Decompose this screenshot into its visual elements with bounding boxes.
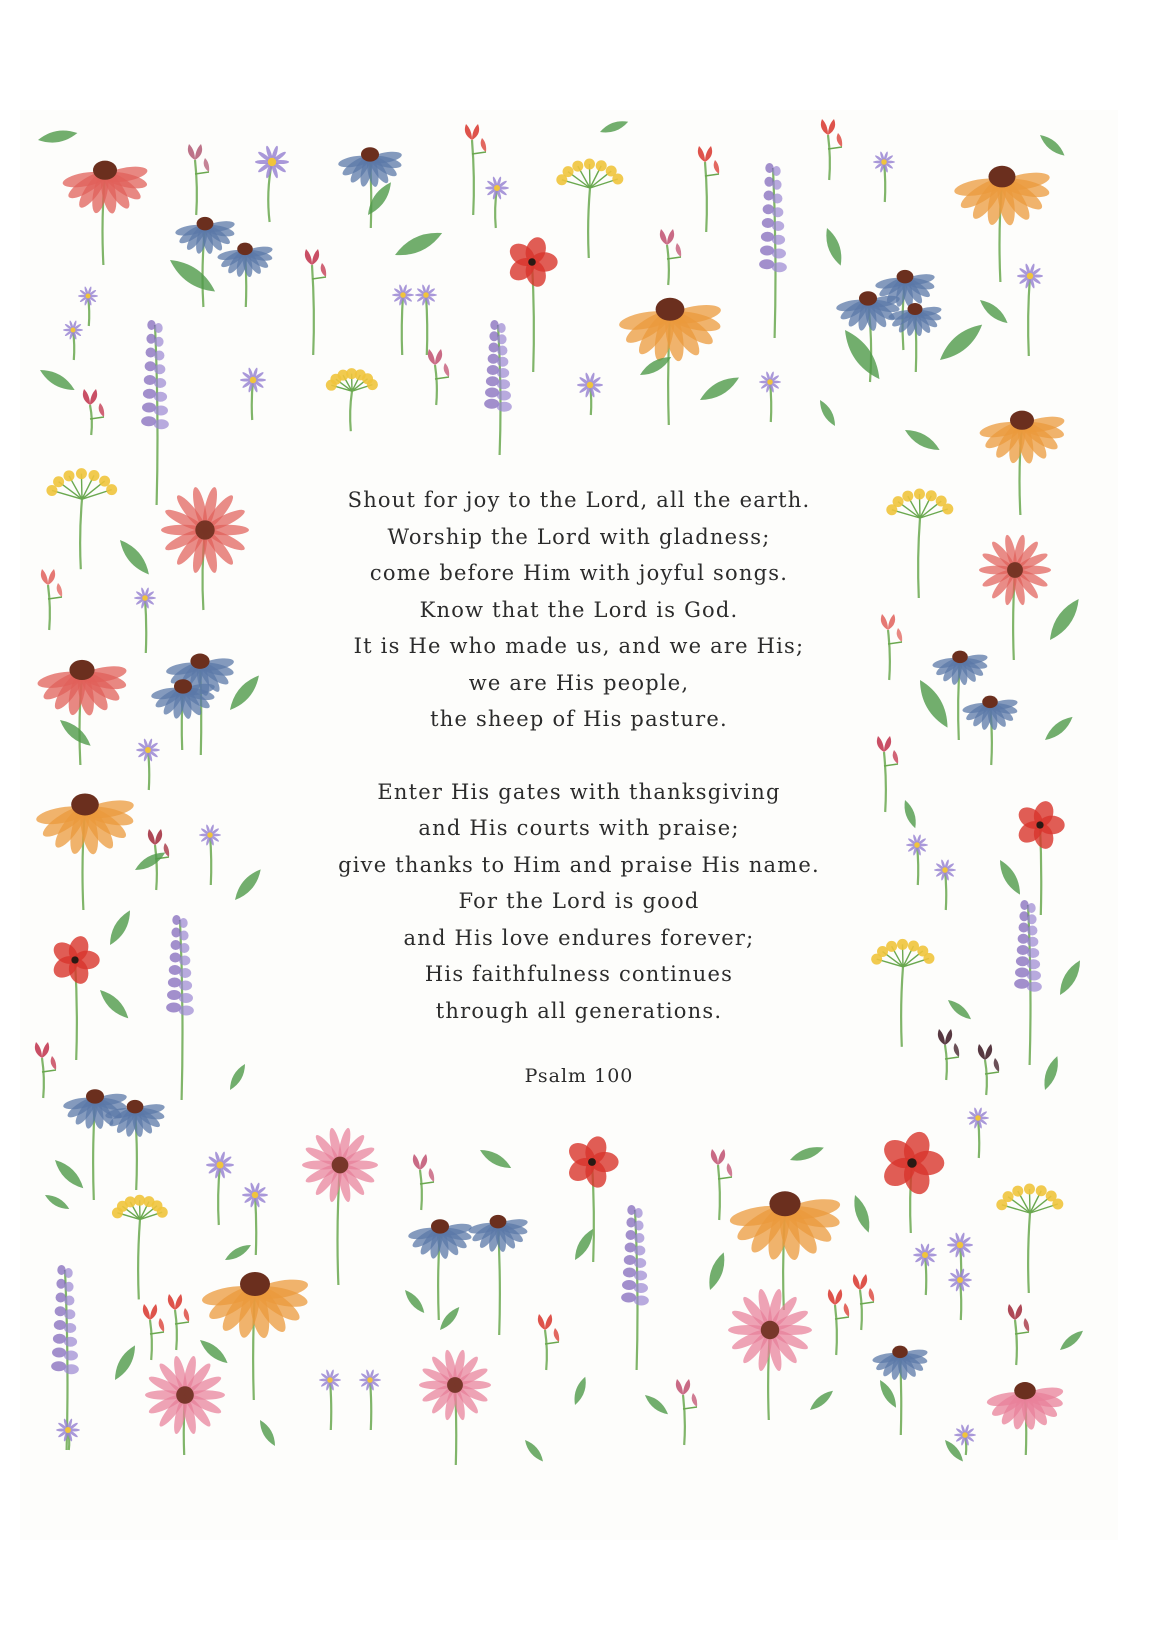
verse-line: come before Him with joyful songs.: [369, 561, 789, 585]
leaf: [96, 986, 132, 1022]
leaf: [913, 676, 954, 731]
lavender: [166, 915, 194, 1100]
bud: [83, 389, 104, 435]
bud: [660, 229, 681, 285]
verse-line: His faithfulness continues: [424, 962, 734, 986]
leaf: [223, 1241, 253, 1263]
leaf: [977, 296, 1011, 327]
aster: [913, 1243, 937, 1295]
aster: [242, 1182, 268, 1255]
leaf: [1040, 1054, 1062, 1091]
bud: [143, 1304, 164, 1360]
leaf: [256, 1418, 278, 1448]
leaf: [822, 226, 846, 267]
aster: [134, 587, 156, 653]
lavender: [141, 320, 169, 505]
leaf: [902, 425, 942, 455]
leaf: [110, 1343, 140, 1383]
daisy: [302, 1127, 378, 1285]
verse-line: Enter His gates with thanksgiving: [377, 779, 781, 804]
leaf: [43, 1192, 71, 1213]
poppy: [506, 235, 558, 372]
bud: [428, 349, 449, 405]
aster: [78, 286, 98, 326]
aster: [319, 1369, 341, 1430]
aster: [240, 367, 266, 420]
aster: [577, 372, 603, 415]
leaf: [945, 997, 973, 1023]
bud: [188, 144, 209, 215]
tansy: [996, 1184, 1063, 1293]
tansy: [871, 939, 934, 1047]
coneflower: [986, 1382, 1064, 1455]
leaf: [850, 1193, 874, 1234]
stanza-1: [290, 482, 868, 738]
leaf: [51, 1156, 87, 1192]
aster: [392, 284, 414, 355]
coneflower: [36, 660, 127, 765]
leaf: [838, 325, 886, 384]
aster: [415, 284, 437, 355]
leaf: [37, 128, 78, 146]
coneflower: [337, 147, 402, 228]
leaf: [571, 1375, 589, 1406]
coneflower: [105, 1100, 166, 1190]
verse-line: through all generations.: [435, 998, 723, 1023]
poppy: [879, 1128, 945, 1233]
citation: Psalm 100: [524, 1065, 634, 1087]
verse-line: Shout for joy to the Lord, all the earth.: [347, 488, 811, 512]
aster: [906, 834, 928, 885]
coneflower: [888, 303, 942, 372]
poppy: [565, 1134, 619, 1262]
aster: [948, 1268, 972, 1320]
daisy: [979, 534, 1051, 660]
leaf: [901, 799, 919, 830]
leaf: [705, 1250, 729, 1291]
leaf: [1037, 132, 1067, 159]
aster: [359, 1369, 381, 1430]
coneflower: [150, 679, 215, 750]
verse-line: we are His people,: [468, 670, 690, 695]
verse-line: give thanks to Him and praise His name.: [338, 852, 820, 877]
leaf: [1044, 595, 1084, 644]
bud: [828, 1289, 849, 1355]
leaf: [876, 1378, 900, 1410]
coneflower: [468, 1215, 529, 1335]
aster: [1017, 263, 1043, 356]
lavender: [621, 1205, 649, 1370]
poppy: [50, 934, 100, 1060]
aster: [199, 824, 221, 885]
leaf: [56, 716, 94, 750]
aster: [759, 371, 781, 422]
verse-line: Worship the Lord with gladness;: [387, 524, 771, 549]
verse-line: and His love endures forever;: [403, 925, 755, 950]
bud: [821, 119, 842, 180]
leaf: [437, 1304, 463, 1332]
leaf: [115, 536, 154, 579]
aster: [206, 1151, 234, 1225]
leaf: [807, 1387, 835, 1413]
leaf: [1042, 713, 1076, 744]
bud: [711, 1149, 732, 1220]
lavender: [759, 163, 787, 338]
leaf: [642, 1392, 670, 1418]
leaf: [105, 908, 135, 948]
verse-line: It is He who made us, and we are His;: [353, 634, 805, 658]
verse-line: For the Lord is good: [458, 889, 700, 913]
leaf: [599, 118, 630, 136]
leaf: [1055, 958, 1085, 998]
tansy: [326, 368, 378, 431]
leaf: [816, 398, 838, 428]
bud: [465, 124, 486, 215]
aster: [967, 1107, 989, 1158]
tansy: [556, 159, 623, 258]
leaf: [1057, 1327, 1085, 1353]
bud: [35, 1042, 56, 1098]
leaf: [392, 226, 445, 261]
aster: [873, 151, 895, 202]
leaf: [226, 1062, 248, 1092]
leaf: [697, 372, 742, 405]
leaf: [788, 1143, 825, 1165]
bud: [853, 1274, 874, 1330]
bud: [978, 1044, 999, 1095]
daisy: [419, 1349, 491, 1465]
poppy: [1015, 799, 1065, 915]
lavender: [484, 320, 512, 455]
leaf: [166, 254, 220, 298]
leaf: [995, 857, 1025, 897]
bud: [305, 249, 326, 355]
leaf: [522, 1437, 546, 1463]
coneflower: [61, 161, 148, 265]
leaf: [363, 179, 395, 218]
leaf: [197, 1336, 231, 1367]
aster: [136, 738, 160, 790]
bud: [1008, 1304, 1029, 1365]
aster: [485, 176, 509, 228]
leaf: [37, 365, 77, 395]
daisy: [145, 1355, 225, 1455]
aster: [63, 320, 83, 360]
verse-line: the sheep of His pasture.: [430, 707, 728, 731]
coneflower: [978, 411, 1065, 515]
leaf: [133, 848, 168, 874]
aster: [255, 145, 289, 222]
bud: [413, 1154, 434, 1210]
daisy: [728, 1288, 812, 1420]
bud: [698, 146, 719, 232]
lavender: [1014, 900, 1042, 1065]
daisy: [161, 486, 249, 610]
bud: [881, 614, 902, 680]
bud: [41, 569, 62, 630]
coneflower: [932, 651, 989, 740]
coneflower: [953, 166, 1051, 282]
leaf: [477, 1146, 513, 1173]
tansy: [46, 468, 117, 569]
bud: [877, 736, 898, 812]
psalm-verse: [290, 482, 868, 1091]
leaf: [402, 1287, 428, 1315]
coneflower: [618, 298, 722, 425]
coneflower: [872, 1346, 929, 1435]
bud: [938, 1029, 959, 1080]
aster: [934, 859, 956, 910]
coneflower: [217, 243, 274, 307]
coneflower: [962, 696, 1019, 765]
bud: [676, 1379, 697, 1445]
coneflower: [728, 1191, 841, 1310]
leaf: [225, 671, 264, 714]
leaf: [231, 866, 265, 904]
leaf: [935, 319, 987, 366]
tansy: [112, 1195, 168, 1300]
bud: [538, 1314, 559, 1370]
tansy: [886, 489, 953, 598]
bud: [168, 1294, 189, 1350]
stanza-2: [290, 774, 868, 1030]
verse-line: Know that the Lord is God.: [419, 597, 739, 622]
coneflower: [35, 793, 135, 910]
verse-line: and His courts with praise;: [418, 816, 740, 840]
